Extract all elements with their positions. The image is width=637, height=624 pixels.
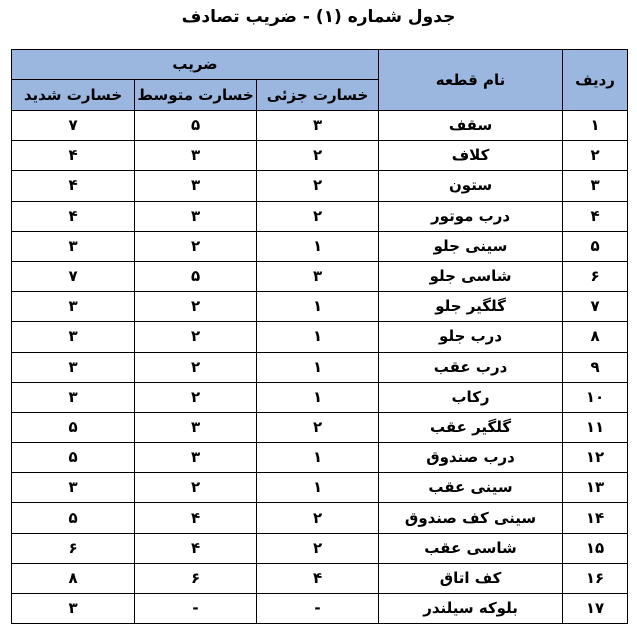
table-title: جدول شماره (۱) - ضریب تصادف	[181, 7, 456, 27]
cell-medium-damage: ۳	[135, 443, 257, 473]
table-row	[12, 563, 628, 593]
cell-severe-damage: ۸	[12, 563, 135, 593]
cell-part-name: ستون	[379, 171, 563, 201]
table-row	[12, 594, 628, 624]
cell-partial-damage: ۴	[257, 563, 379, 593]
cell-severe-damage: ۴	[12, 141, 135, 171]
cell-part-name: درب موتور	[379, 201, 563, 231]
coefficient-table	[11, 49, 628, 624]
cell-part-name: گلگیر جلو	[379, 292, 563, 322]
table-row	[12, 231, 628, 261]
cell-partial-damage: ۱	[257, 443, 379, 473]
cell-medium-damage: ۵	[135, 261, 257, 291]
table-row	[12, 201, 628, 231]
cell-radif: ۱۵	[563, 533, 628, 563]
table-row	[12, 141, 628, 171]
table-row	[12, 322, 628, 352]
cell-severe-damage: ۵	[12, 443, 135, 473]
cell-medium-damage: ۲	[135, 382, 257, 412]
cell-part-name: سقف	[379, 111, 563, 141]
cell-severe-damage: ۳	[12, 594, 135, 624]
cell-partial-damage: -	[257, 594, 379, 624]
table-row	[12, 261, 628, 291]
header-coefficient: ضریب	[12, 50, 379, 80]
cell-part-name: گلگیر عقب	[379, 412, 563, 442]
cell-part-name: رکاب	[379, 382, 563, 412]
table-row	[12, 352, 628, 382]
cell-severe-damage: ۷	[12, 261, 135, 291]
table-body	[12, 111, 628, 624]
header-partial-damage: خسارت جزئی	[257, 80, 379, 111]
cell-medium-damage: ۳	[135, 141, 257, 171]
cell-severe-damage: ۳	[12, 292, 135, 322]
cell-partial-damage: ۲	[257, 412, 379, 442]
cell-radif: ۱۱	[563, 412, 628, 442]
table-row	[12, 111, 628, 141]
cell-medium-damage: ۲	[135, 473, 257, 503]
cell-part-name: شاسی عقب	[379, 533, 563, 563]
cell-radif: ۱۰	[563, 382, 628, 412]
cell-part-name: سینی کف صندوق	[379, 503, 563, 533]
cell-partial-damage: ۳	[257, 111, 379, 141]
cell-partial-damage: ۱	[257, 231, 379, 261]
table-row	[12, 503, 628, 533]
cell-radif: ۳	[563, 171, 628, 201]
cell-medium-damage: ۲	[135, 322, 257, 352]
cell-medium-damage: ۴	[135, 533, 257, 563]
cell-part-name: سینی جلو	[379, 231, 563, 261]
cell-part-name: شاسی جلو	[379, 261, 563, 291]
cell-partial-damage: ۱	[257, 352, 379, 382]
header-part-name: نام قطعه	[379, 50, 563, 111]
cell-radif: ۱۷	[563, 594, 628, 624]
header-radif: ردیف	[563, 50, 628, 111]
cell-severe-damage: ۳	[12, 473, 135, 503]
table-row	[12, 412, 628, 442]
cell-partial-damage: ۲	[257, 503, 379, 533]
cell-part-name: درب صندوق	[379, 443, 563, 473]
cell-severe-damage: ۴	[12, 171, 135, 201]
cell-medium-damage: ۴	[135, 503, 257, 533]
cell-severe-damage: ۷	[12, 111, 135, 141]
cell-radif: ۵	[563, 231, 628, 261]
cell-medium-damage: ۲	[135, 231, 257, 261]
cell-partial-damage: ۱	[257, 322, 379, 352]
cell-medium-damage: -	[135, 594, 257, 624]
cell-partial-damage: ۱	[257, 382, 379, 412]
cell-severe-damage: ۳	[12, 231, 135, 261]
cell-radif: ۲	[563, 141, 628, 171]
cell-partial-damage: ۳	[257, 261, 379, 291]
table-row	[12, 382, 628, 412]
cell-medium-damage: ۳	[135, 171, 257, 201]
cell-radif: ۴	[563, 201, 628, 231]
cell-partial-damage: ۱	[257, 292, 379, 322]
cell-medium-damage: ۵	[135, 111, 257, 141]
cell-partial-damage: ۲	[257, 201, 379, 231]
table-row	[12, 443, 628, 473]
header-medium-damage: خسارت متوسط	[135, 80, 257, 111]
cell-severe-damage: ۳	[12, 382, 135, 412]
cell-radif: ۸	[563, 322, 628, 352]
cell-severe-damage: ۵	[12, 503, 135, 533]
cell-medium-damage: ۲	[135, 352, 257, 382]
cell-radif: ۷	[563, 292, 628, 322]
cell-radif: ۶	[563, 261, 628, 291]
cell-part-name: کلاف	[379, 141, 563, 171]
cell-medium-damage: ۲	[135, 292, 257, 322]
cell-radif: ۱	[563, 111, 628, 141]
header-severe-damage: خسارت شدید	[12, 80, 135, 111]
cell-medium-damage: ۳	[135, 412, 257, 442]
cell-part-name: درب جلو	[379, 322, 563, 352]
table-row	[12, 533, 628, 563]
cell-partial-damage: ۲	[257, 533, 379, 563]
cell-severe-damage: ۳	[12, 322, 135, 352]
cell-part-name: کف اتاق	[379, 563, 563, 593]
cell-medium-damage: ۶	[135, 563, 257, 593]
cell-severe-damage: ۵	[12, 412, 135, 442]
cell-partial-damage: ۲	[257, 141, 379, 171]
cell-severe-damage: ۳	[12, 352, 135, 382]
cell-radif: ۹	[563, 352, 628, 382]
cell-partial-damage: ۱	[257, 473, 379, 503]
cell-severe-damage: ۶	[12, 533, 135, 563]
cell-part-name: سینی عقب	[379, 473, 563, 503]
cell-radif: ۱۶	[563, 563, 628, 593]
cell-partial-damage: ۲	[257, 171, 379, 201]
cell-radif: ۱۳	[563, 473, 628, 503]
cell-part-name: بلوکه سیلندر	[379, 594, 563, 624]
cell-radif: ۱۲	[563, 443, 628, 473]
cell-medium-damage: ۳	[135, 201, 257, 231]
cell-part-name: درب عقب	[379, 352, 563, 382]
table-row	[12, 171, 628, 201]
cell-radif: ۱۴	[563, 503, 628, 533]
table-row	[12, 292, 628, 322]
cell-severe-damage: ۴	[12, 201, 135, 231]
table-row	[12, 473, 628, 503]
